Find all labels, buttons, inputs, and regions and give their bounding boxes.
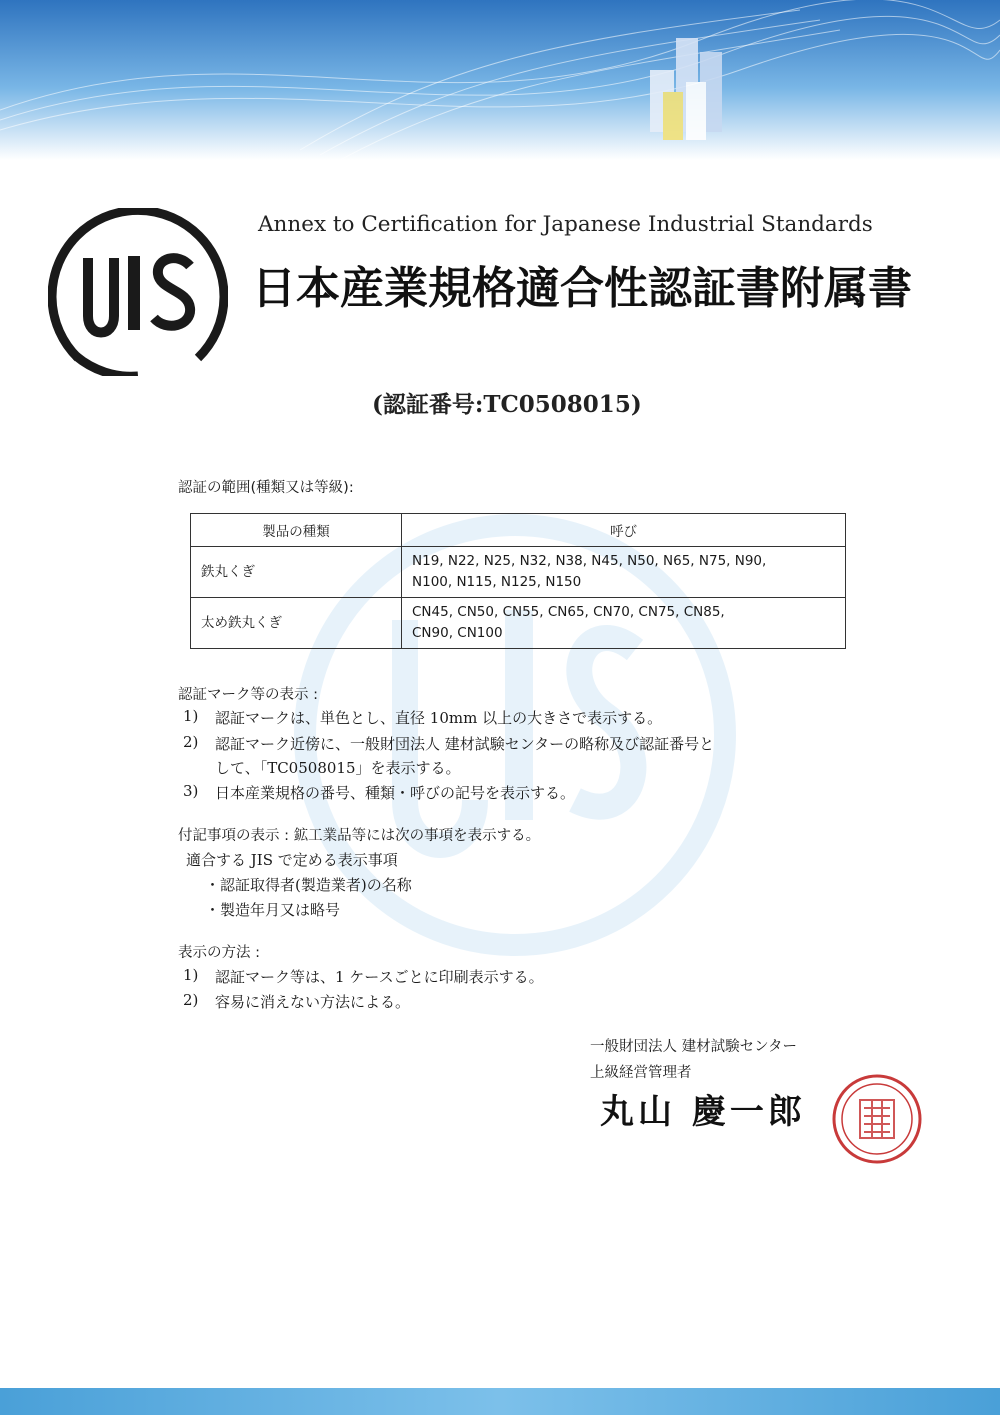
designation-line: CN45, CN50, CN55, CN65, CN70, CN75, CN85, bbox=[412, 604, 725, 620]
jis-logo bbox=[48, 208, 228, 376]
notes-subheading: 適合する JIS で定める表示事項 bbox=[186, 851, 398, 869]
method-heading: 表示の方法 : bbox=[178, 945, 260, 961]
mark-item-text: 認証マーク近傍に、一般財団法人 建材試験センターの略称及び認証番号と bbox=[215, 735, 715, 753]
header-banner bbox=[0, 0, 1000, 160]
header-designation: 呼び bbox=[402, 514, 846, 547]
method-item-text: 容易に消えない方法による。 bbox=[215, 993, 411, 1011]
item-number: 1) bbox=[183, 707, 199, 725]
issuer-position: 上級経営管理者 bbox=[590, 1065, 692, 1081]
notes-heading: 付記事項の表示 : 鉱工業品等には次の事項を表示する。 bbox=[178, 828, 541, 844]
title-english: Annex to Certification for Japanese Industrial Standards bbox=[258, 212, 873, 237]
notes-bullet: ・製造年月又は略号 bbox=[205, 901, 341, 919]
table-row bbox=[191, 598, 846, 649]
item-number: 1) bbox=[183, 966, 199, 984]
mark-item-text: 日本産業規格の番号、種類・呼びの記号を表示する。 bbox=[215, 784, 576, 802]
official-seal bbox=[830, 1072, 924, 1166]
designation-line: N19, N22, N25, N32, N38, N45, N50, N65, N75, N90, bbox=[412, 553, 767, 569]
title-japanese: 日本産業規格適合性認証書附属書 bbox=[252, 263, 912, 314]
item-number: 3) bbox=[183, 782, 199, 800]
product-type-cell: 鉄丸くぎ bbox=[191, 547, 402, 598]
product-type-cell: 太め鉄丸くぎ bbox=[191, 598, 402, 649]
certification-number: (認証番号:TC0508015) bbox=[372, 391, 642, 418]
mark-display-heading: 認証マーク等の表示 : bbox=[178, 687, 318, 703]
method-item-text: 認証マーク等は、1 ケースごとに印刷表示する。 bbox=[215, 968, 544, 986]
table-header-row bbox=[191, 514, 846, 547]
header-product-type: 製品の種類 bbox=[191, 514, 402, 547]
item-number: 2) bbox=[183, 991, 199, 1009]
scope-heading: 認証の範囲(種類又は等級): bbox=[178, 480, 354, 496]
footer-band bbox=[0, 1388, 1000, 1415]
table-row bbox=[191, 547, 846, 598]
designation-cell bbox=[402, 547, 846, 598]
scope-table bbox=[190, 513, 846, 649]
signature: 丸山 慶一郎 bbox=[600, 1092, 806, 1132]
mark-item-text: 認証マークは、単色とし、直径 10mm 以上の大きさで表示する。 bbox=[215, 709, 663, 727]
designation-line: CN90, CN100 bbox=[412, 625, 503, 641]
designation-line: N100, N115, N125, N150 bbox=[412, 574, 582, 590]
designation-cell bbox=[402, 598, 846, 649]
issuer-organization: 一般財団法人 建材試験センター bbox=[590, 1039, 798, 1055]
notes-bullet: ・認証取得者(製造業者)の名称 bbox=[205, 876, 412, 894]
item-number: 2) bbox=[183, 733, 199, 751]
mark-item-continuation: して、「TC0508015」を表示する。 bbox=[215, 759, 461, 777]
